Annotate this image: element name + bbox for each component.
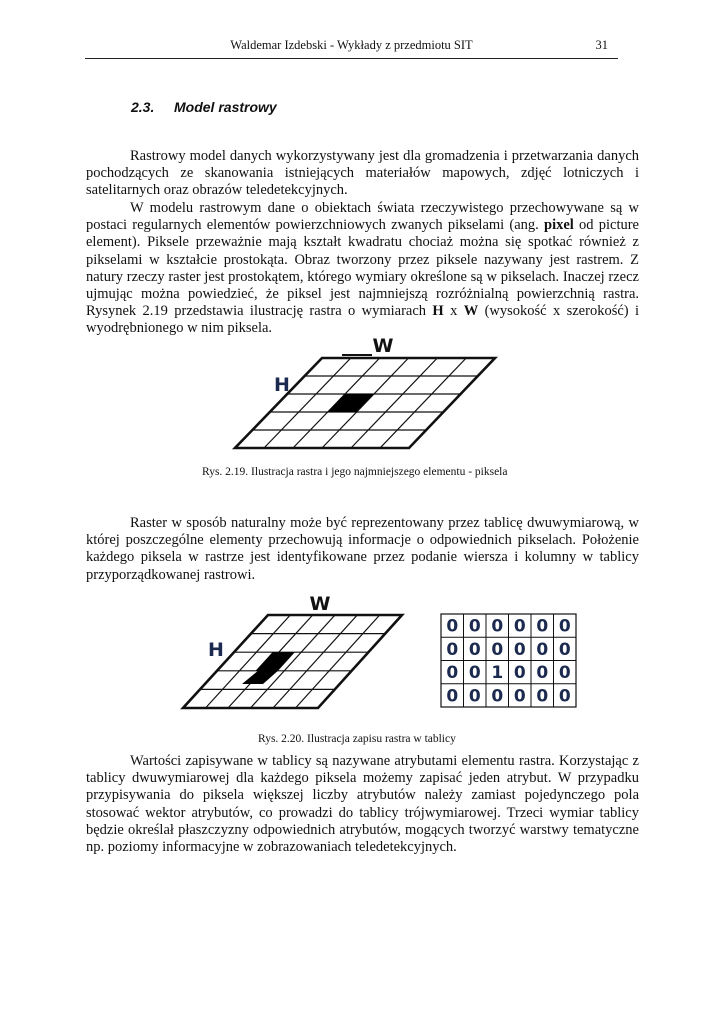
- figure-2-grid-lines: [201, 615, 385, 708]
- table-cell-value: 0: [558, 616, 571, 637]
- table-cell-value: 0: [558, 686, 571, 707]
- section-title: Model rastrowy: [174, 99, 277, 115]
- paragraph-2-symbol-w: W: [463, 303, 479, 320]
- figure-2-highlighted-pixel: [256, 652, 295, 671]
- table-cell-value: 0: [446, 639, 459, 660]
- table-cell-value: 0: [558, 663, 571, 684]
- table-cell-value: 0: [536, 663, 549, 684]
- table-cell-value: 0: [536, 686, 549, 707]
- paragraph-3-text: Raster w sposób naturalny może być reprezentowany przez tablicę dwuwymiarową, w której poszczególne elementy przechowują informacje o odpowiednich pikselach. Położenie każdego piksela w rastrze jest identyfikowane przez podanie wiersza i kolumny w tablicy przyporządkowanej rastrowi.: [86, 515, 639, 583]
- table-cell-value: 1: [491, 663, 504, 684]
- section-number: 2.3.: [131, 99, 155, 115]
- table-cell-value: 0: [558, 639, 571, 660]
- table-cell-value: 0: [491, 616, 504, 637]
- table-cell-value: 0: [446, 686, 459, 707]
- paragraph-1-text: Rastrowy model danych wykorzystywany jest dla gromadzenia i przetwarzania danych pochodzących ze skanowania istniejących materiałów mapowych, zdjęć lotniczych i satelitarnych oraz obrazów teledetekcyjnych.: [86, 148, 639, 199]
- paragraph-2-times: x: [443, 303, 464, 320]
- paragraph-2-symbol-h: H: [432, 303, 444, 320]
- paragraph-4: [86, 753, 639, 856]
- figure-2-label-w: W: [309, 593, 331, 615]
- table-cell-value: 0: [513, 686, 526, 707]
- figure-2-label-h: H: [208, 639, 224, 661]
- figure-1-label-w: W: [372, 335, 394, 357]
- page-number: 31: [595, 38, 608, 52]
- figure-2-value-table: [441, 614, 576, 707]
- header-title: Waldemar Izdebski - Wykłady z przedmiotu SIT: [230, 38, 473, 52]
- paragraph-4-text: Wartości zapisywane w tablicy są nazywane atrybutami elementu rastra. Korzystając z tablicy dwuwymiarowej dla każdego piksela możemy zapisać jeden atrybut. W przypadku przypisywania do piksela większej liczby atrybutów należy zamiast pojedynczego pola stosować wektor atrybutów, co prowadzi do tablicy trójwymiarowej. Trzeci wymiar tablicy będzie określał płaszczyzny odpowiednich atrybutów, mogących tworzyć warstwy tematyczne np. poziomy informacyjne w zobrazowaniach teledetekcyjnych.: [86, 753, 639, 856]
- paragraph-2-text-a: W modelu rastrowym dane o obiektach świata rzeczywistego przechowywane są w postaci regularnych elementów powierzchniowych zwanych pikselami (ang.: [86, 200, 639, 234]
- figure-2-highlighted-pixel-shadow: [242, 671, 278, 684]
- table-cell-value: 0: [536, 616, 549, 637]
- figure-1-label-h: H: [274, 374, 290, 396]
- table-cell-value: 0: [446, 616, 459, 637]
- table-cell-value: 0: [468, 639, 481, 660]
- table-cell-value: 0: [446, 663, 459, 684]
- paragraph-2-text-b: od picture element). Piksele przeważnie mają kształt kwadratu chociaż można się spotkać również z pikselami w kształcie prostokąta. Obraz tworzony przez piksele nazywany jest rastrem. Z natury rzeczy raster jest prostokątem, którego wymiary określone są w pikselach. Inaczej rzecz ujmując można powiedzieć, że piksel jest najmniejszą rozróżnialną powierzchnią rastra. Rysynek 2.19 przedstawia ilustrację rastra o wymiarach: [86, 217, 639, 320]
- table-cell-value: 0: [536, 639, 549, 660]
- table-cell-value: 0: [468, 686, 481, 707]
- table-cell-value: 0: [491, 639, 504, 660]
- table-cell-value: 0: [513, 663, 526, 684]
- table-cell-value: 0: [468, 616, 481, 637]
- paragraph-2-term-pixel: pixel: [544, 217, 574, 234]
- table-cell-value: 0: [468, 663, 481, 684]
- figure-1-caption: Rys. 2.19. Ilustracja rastra i jego najmniejszego elementu - piksela: [202, 466, 508, 478]
- table-cell-value: 0: [513, 616, 526, 637]
- paragraph-2-text-c: (wysokość x szerokość) i wyodrębnionego w nim piksela.: [86, 303, 639, 337]
- table-cell-value: 0: [513, 639, 526, 660]
- figure-2-caption: Rys. 2.20. Ilustracja zapisu rastra w tablicy: [258, 733, 456, 745]
- table-cell-value: 0: [491, 686, 504, 707]
